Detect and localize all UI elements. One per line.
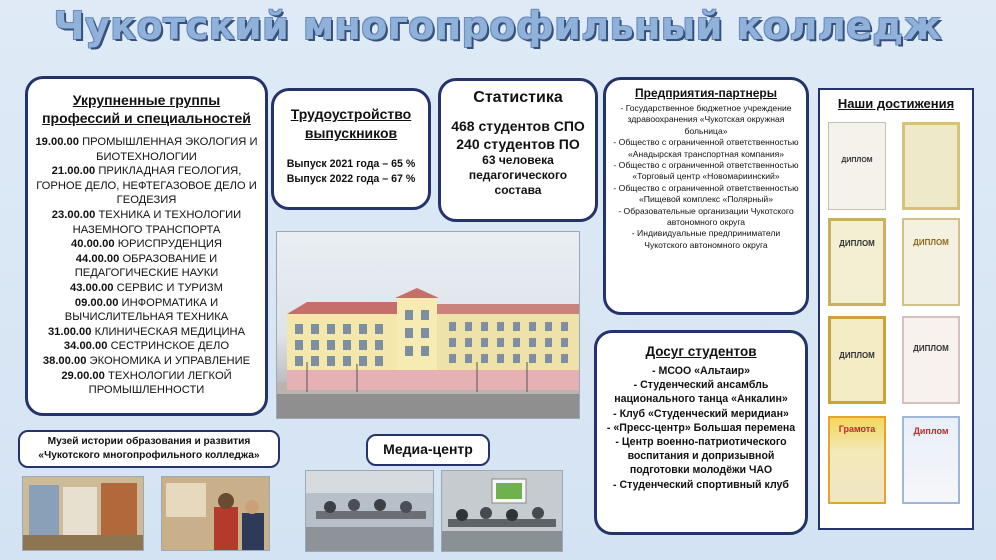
achievements-title: Наши достижения (837, 96, 955, 111)
leisure-item (605, 407, 797, 421)
specialty-code: 19.00.00 (35, 136, 79, 148)
leisure-item (605, 435, 797, 478)
leisure-item-label: Клуб «Студенческий меридиан» (619, 407, 789, 420)
specialty-code: 09.00.00 (74, 296, 119, 309)
college-building-photo (276, 231, 580, 419)
specialty-code: 34.00.00 (63, 340, 108, 353)
statistics-staff-2: педагогического (468, 168, 568, 182)
specialty-name: СЕРВИС И ТУРИЗМ (116, 281, 224, 294)
partner-item: - Образовательные организации Чукотского автономного округа (618, 205, 794, 228)
specialty-name: ТЕХНОЛОГИИ ЛЕГКОЙ ПРОМЫШЛЕННОСТИ (88, 369, 232, 397)
specialty-code: 38.00.00 (42, 354, 87, 367)
achievements-panel (818, 88, 974, 530)
statistics-po: 240 студентов ПО (456, 136, 580, 152)
employment-title-line1: Трудоустройство (290, 106, 412, 122)
leisure-item (605, 378, 797, 406)
partners-list (606, 103, 806, 251)
statistics-staff-3: состава (494, 183, 542, 197)
certificate-image: ДИПЛОМ (828, 122, 886, 210)
leisure-item (605, 421, 797, 435)
specialty-name: ОБРАЗОВАНИЕ И ПЕДАГОГИЧЕСКИЕ НАУКИ (74, 252, 219, 280)
leisure-list (597, 364, 805, 492)
certificate-image: Грамота (828, 416, 886, 504)
specialty-name: КЛИНИЧЕСКАЯ МЕДИЦИНА (94, 325, 246, 338)
museum-photo-1 (22, 476, 144, 551)
leisure-item-label: Центр военно-патриотического воспитания и допризывной подготовки молодёжи ЧАО (621, 436, 787, 477)
statistics-spo: 468 студентов СПО (451, 118, 585, 134)
museum-label (18, 430, 280, 468)
partners-title: Предприятия-партнеры (635, 86, 777, 100)
partners-panel (603, 77, 809, 315)
museum-photo-2 (161, 476, 270, 551)
leisure-item-label: Студенческий ансамбль национального танца «Анкалин» (614, 379, 788, 406)
statistics-title: Статистика (473, 89, 563, 106)
specialties-title-line1: Укрупненные группы (72, 92, 221, 108)
leisure-item-label: МСОО «Альтаир» (658, 365, 750, 377)
specialty-name: СЕСТРИНСКОЕ ДЕЛО (110, 340, 230, 353)
specialty-item (34, 339, 259, 354)
specialty-item (34, 237, 259, 252)
specialty-item (34, 354, 259, 369)
media-photo-2 (441, 470, 563, 552)
specialty-name: ИНФОРМАТИКА И ВЫЧИСЛИТЕЛЬНАЯ ТЕХНИКА (64, 296, 229, 324)
bullet-dash: - (613, 478, 620, 491)
statistics-staff-1: 63 человека (482, 153, 554, 167)
employment-title-line2: выпускников (304, 125, 398, 141)
certificate-image: Диплом (902, 416, 960, 504)
specialty-code: 21.00.00 (51, 165, 96, 178)
employment-panel (271, 88, 431, 210)
partner-item: - Государственное бюджетное учреждение здравоохранения «Чукотская окружная больница» (620, 103, 792, 136)
bullet-dash: - (615, 436, 622, 449)
museum-title-line1: Музей истории образования и развития (47, 436, 251, 447)
media-title: Медиа-центр (383, 441, 473, 457)
specialties-panel (25, 76, 268, 416)
bullet-dash: - (652, 365, 659, 377)
partner-item: - Общество с ограниченной ответственностью «Анадырская транспортная компания» (613, 137, 799, 159)
page-title: Чукотский многопрофильный колледж (53, 4, 943, 48)
leisure-title: Досуг студентов (645, 344, 757, 359)
specialty-item (34, 281, 259, 296)
certificate-image: ДИПЛОМ (828, 218, 886, 306)
specialty-name: ЭКОНОМИКА И УПРАВЛЕНИЕ (89, 354, 251, 367)
specialties-title-line2: профессий и специальностей (42, 110, 251, 126)
specialty-item (34, 369, 259, 398)
leisure-item-label: Студенческий спортивный клуб (619, 478, 789, 491)
leisure-item-label: «Пресс-центр» Большая перемена (613, 421, 796, 434)
bullet-dash: - (606, 421, 614, 434)
specialty-name: ЮРИСПРУДЕНЦИЯ (117, 238, 222, 251)
media-photo-1 (305, 470, 434, 552)
certificate-image: ДИПЛОМ (902, 218, 960, 306)
media-center-label (366, 434, 490, 466)
certificate-image: ДИПЛОМ (828, 316, 886, 404)
leisure-item (605, 364, 797, 378)
employment-2022: Выпуск 2022 года – 67 % (286, 173, 416, 185)
certificate-image (902, 122, 960, 210)
partner-item: - Общество с ограниченной ответственностью «Торговый центр «Новомариинский» (613, 160, 799, 182)
leisure-item (605, 478, 797, 492)
partner-item: - Индивидуальные предприниматели Чукотского автономного округа (631, 228, 781, 250)
specialty-item (34, 296, 259, 325)
specialty-code: 23.00.00 (51, 208, 96, 221)
specialty-code: 40.00.00 (71, 238, 115, 251)
partner-item: - Общество с ограниченной ответственностью «Пищевой комплекс «Полярный» (613, 182, 799, 205)
bullet-dash: - (633, 379, 641, 392)
bullet-dash: - (613, 407, 620, 420)
leisure-panel (594, 330, 808, 535)
specialty-name: ПРИКЛАДНАЯ ГЕОЛОГИЯ, ГОРНОЕ ДЕЛО, НЕФТЕГАЗОВОЕ ДЕЛО И ГЕОДЕЗИЯ (36, 165, 257, 207)
specialty-name: ТЕХНИКА И ТЕХНОЛОГИИ НАЗЕМНОГО ТРАНСПОРТА (72, 208, 242, 236)
certificate-image: ДИПЛОМ (902, 316, 960, 404)
statistics-panel (438, 78, 598, 222)
specialties-list (34, 135, 259, 398)
specialty-item (34, 325, 259, 340)
specialty-code: 44.00.00 (75, 252, 120, 265)
specialty-name: ПРОМЫШЛЕННАЯ ЭКОЛОГИЯ И БИОТЕХНОЛОГИИ (82, 136, 258, 163)
specialty-item (34, 135, 259, 164)
specialty-code: 31.00.00 (47, 325, 92, 338)
specialty-item (34, 252, 259, 281)
specialty-code: 43.00.00 (69, 281, 114, 294)
museum-title-line2: «Чукотского многопрофильного колледжа» (38, 450, 260, 461)
specialty-code: 29.00.00 (61, 369, 105, 382)
specialty-item (34, 208, 259, 237)
specialty-item (34, 164, 259, 208)
employment-2021: Выпуск 2021 года – 65 % (286, 158, 416, 170)
